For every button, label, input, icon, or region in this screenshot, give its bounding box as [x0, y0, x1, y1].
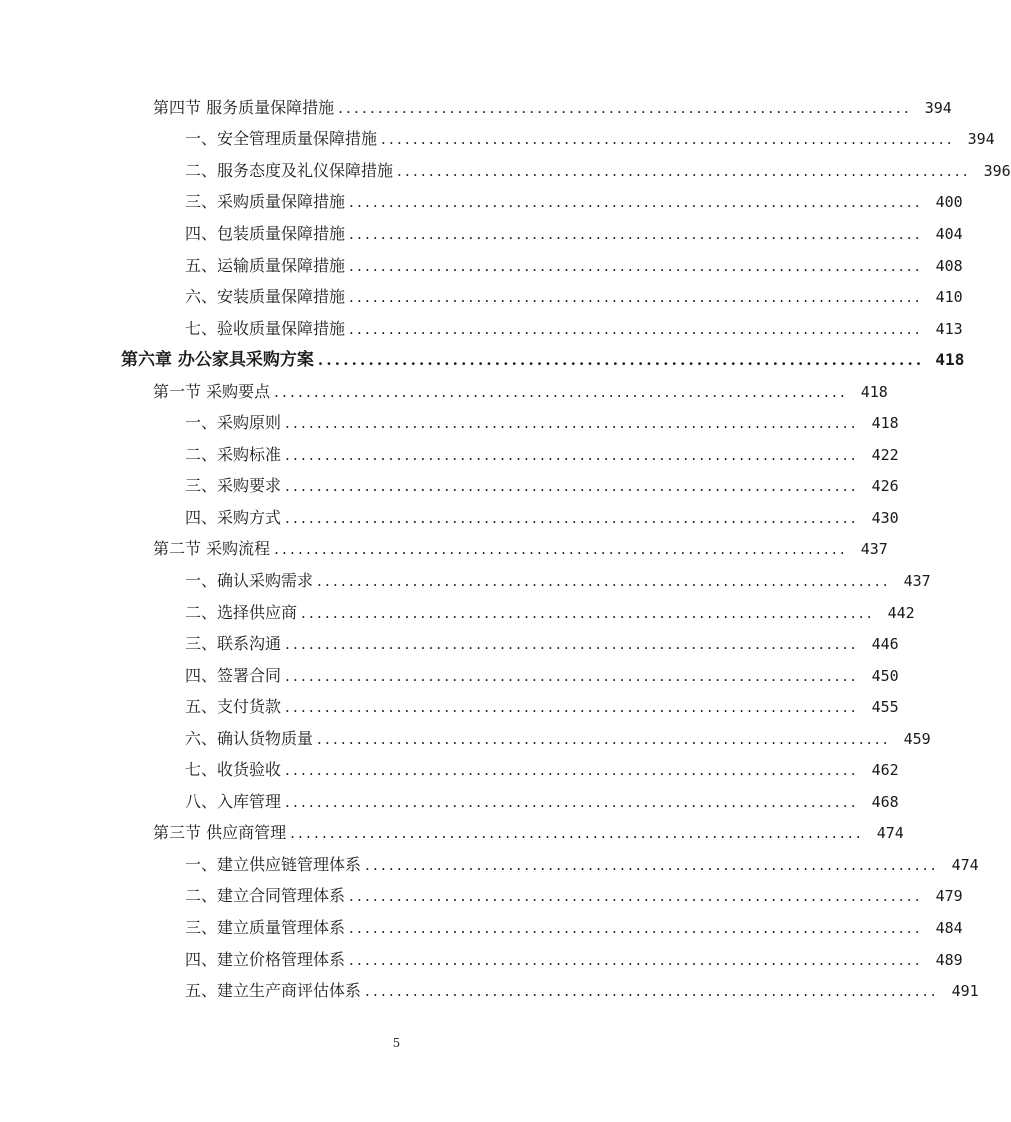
toc-entry-page: 400 [935, 193, 963, 212]
toc-entry-title: 三、采购质量保障措施 [185, 192, 346, 212]
dot-leader: ........................................................................ [365, 855, 939, 874]
toc-entry-item[interactable] [0, 628, 899, 660]
toc-entry-page: 459 [903, 729, 931, 748]
dot-leader: ........................................................................ [338, 98, 912, 117]
toc-entry-title: 四、包装质量保障措施 [185, 223, 346, 243]
toc-entry-title: 第三节 供应商管理 [153, 823, 287, 843]
toc-entry-title: 六、确认货物质量 [185, 728, 314, 748]
toc-entry-page: 394 [967, 130, 995, 149]
dot-leader: ........................................................................ [274, 540, 848, 559]
dot-leader: ........................................................................ [317, 571, 891, 590]
dot-leader: ........................................................................ [274, 382, 848, 401]
toc-entry-item[interactable] [0, 124, 995, 156]
toc-entry-title: 一、安全管理质量保障措施 [185, 129, 378, 149]
toc-entry-item[interactable] [0, 439, 899, 471]
toc-entry-item[interactable] [0, 944, 963, 976]
dot-leader: ........................................................................ [365, 982, 939, 1001]
toc-entry-item[interactable] [0, 786, 899, 818]
dot-leader: ........................................................................ [285, 477, 859, 496]
toc-entry-page: 450 [871, 666, 899, 685]
toc-entry-title: 八、入库管理 [185, 791, 282, 811]
dot-leader: ........................................................................ [285, 698, 859, 717]
dot-leader: ........................................................................ [349, 224, 923, 243]
toc-entry-title: 七、收货验收 [185, 760, 282, 780]
toc-entry-item[interactable] [0, 849, 979, 881]
toc-entry-page: 408 [935, 256, 963, 275]
dot-leader: ........................................................................ [285, 666, 859, 685]
toc-entry-page: 422 [871, 445, 899, 464]
toc-entry-item[interactable] [0, 660, 899, 692]
toc-entry-page: 394 [924, 98, 952, 117]
toc-entry-item[interactable] [0, 187, 963, 219]
dot-leader: ........................................................................ [285, 761, 859, 780]
dot-leader: ........................................................................ [349, 256, 923, 275]
toc-entry-title: 五、运输质量保障措施 [185, 255, 346, 275]
toc-entry-page: 489 [935, 950, 963, 969]
dot-leader: ........................................................................ [317, 729, 891, 748]
toc-entry-title: 五、支付货款 [185, 697, 282, 717]
dot-leader: ........................................................................ [349, 193, 923, 212]
dot-leader: ........................................................................ [381, 130, 955, 149]
toc-entry-title: 三、建立质量管理体系 [185, 917, 346, 937]
toc-entry-item[interactable] [0, 754, 899, 786]
dot-leader: ........................................................................ [349, 319, 923, 338]
dot-leader: ........................................................................ [349, 950, 923, 969]
dot-leader: ........................................................................ [285, 635, 859, 654]
toc-entry-chapter[interactable] [0, 344, 965, 376]
toc-entry-title: 四、建立价格管理体系 [185, 949, 346, 969]
page-number: 5 [392, 1036, 401, 1050]
toc-entry-page: 404 [935, 224, 963, 243]
toc-entry-title: 第二节 采购流程 [153, 539, 271, 559]
dot-leader: ........................................................................ [349, 288, 923, 307]
dot-leader: ........................................................................ [285, 445, 859, 464]
toc-entry-page: 474 [951, 855, 979, 874]
toc-entry-title: 七、验收质量保障措施 [185, 318, 346, 338]
toc-entry-page: 413 [935, 319, 963, 338]
toc-entry-page: 455 [871, 698, 899, 717]
toc-entry-page: 479 [935, 887, 963, 906]
toc-entry-page: 468 [871, 792, 899, 811]
dot-leader: ........................................................................ [285, 508, 859, 527]
toc-entry-page: 437 [903, 571, 931, 590]
toc-entry-page: 474 [876, 824, 904, 843]
dot-leader: ........................................................................ [301, 603, 875, 622]
toc-entry-item[interactable] [0, 691, 899, 723]
toc-entry-page: 426 [871, 477, 899, 496]
toc-entry-title: 第四节 服务质量保障措施 [153, 97, 335, 117]
toc-entry-title: 二、建立合同管理体系 [185, 886, 346, 906]
toc-entry-title: 三、联系沟通 [185, 634, 282, 654]
toc-entry-page: 484 [935, 918, 963, 937]
toc-entry-section[interactable] [0, 376, 888, 408]
toc-entry-title: 五、建立生产商评估体系 [185, 981, 362, 1001]
toc-entry-page: 396 [983, 161, 1011, 180]
toc-entry-page: 418 [935, 350, 965, 370]
dot-leader: ........................................................................ [349, 887, 923, 906]
toc-entry-title: 四、采购方式 [185, 507, 282, 527]
toc-entry-item[interactable] [0, 502, 899, 534]
toc-entry-item[interactable] [0, 912, 963, 944]
toc-entry-title: 一、采购原则 [185, 413, 282, 433]
toc-entry-item[interactable] [0, 250, 963, 282]
toc-entry-title: 第一节 采购要点 [153, 381, 271, 401]
toc-entry-page: 442 [887, 603, 915, 622]
toc-entry-page: 446 [871, 635, 899, 654]
toc-entry-page: 430 [871, 508, 899, 527]
dot-leader: ........................................................................ [285, 792, 859, 811]
toc-entry-item[interactable] [0, 313, 963, 345]
toc-entry-item[interactable] [0, 597, 915, 629]
table-of-contents [0, 92, 1011, 1007]
toc-entry-item[interactable] [0, 218, 963, 250]
toc-entry-item[interactable] [0, 407, 899, 439]
toc-entry-page: 418 [860, 382, 888, 401]
toc-entry-item[interactable] [0, 975, 979, 1007]
toc-entry-title: 第六章 办公家具采购方案 [121, 350, 314, 371]
toc-entry-title: 六、安装质量保障措施 [185, 287, 346, 307]
toc-entry-item[interactable] [0, 723, 931, 755]
toc-entry-item[interactable] [0, 155, 1011, 187]
dot-leader: ........................................................................ [290, 824, 864, 843]
dot-leader: ........................................................................ [397, 161, 971, 180]
dot-leader: ........................................................................ [317, 351, 925, 370]
toc-entry-section[interactable] [0, 534, 888, 566]
toc-entry-page: 437 [860, 540, 888, 559]
toc-entry-page: 462 [871, 761, 899, 780]
toc-entry-item[interactable] [0, 881, 963, 913]
toc-entry-title: 二、服务态度及礼仪保障措施 [185, 160, 394, 180]
dot-leader: ........................................................................ [285, 414, 859, 433]
toc-entry-title: 一、确认采购需求 [185, 570, 314, 590]
toc-entry-title: 二、采购标准 [185, 444, 282, 464]
toc-entry-title: 四、签署合同 [185, 665, 282, 685]
toc-entry-page: 491 [951, 982, 979, 1001]
toc-entry-page: 410 [935, 288, 963, 307]
toc-entry-title: 二、选择供应商 [185, 602, 298, 622]
toc-entry-title: 一、建立供应链管理体系 [185, 854, 362, 874]
toc-entry-item[interactable] [0, 471, 899, 503]
toc-entry-section[interactable] [0, 818, 904, 850]
toc-entry-page: 418 [871, 414, 899, 433]
toc-entry-title: 三、采购要求 [185, 476, 282, 496]
toc-entry-item[interactable] [0, 281, 963, 313]
dot-leader: ........................................................................ [349, 918, 923, 937]
toc-entry-section[interactable] [0, 92, 952, 124]
toc-entry-item[interactable] [0, 565, 931, 597]
